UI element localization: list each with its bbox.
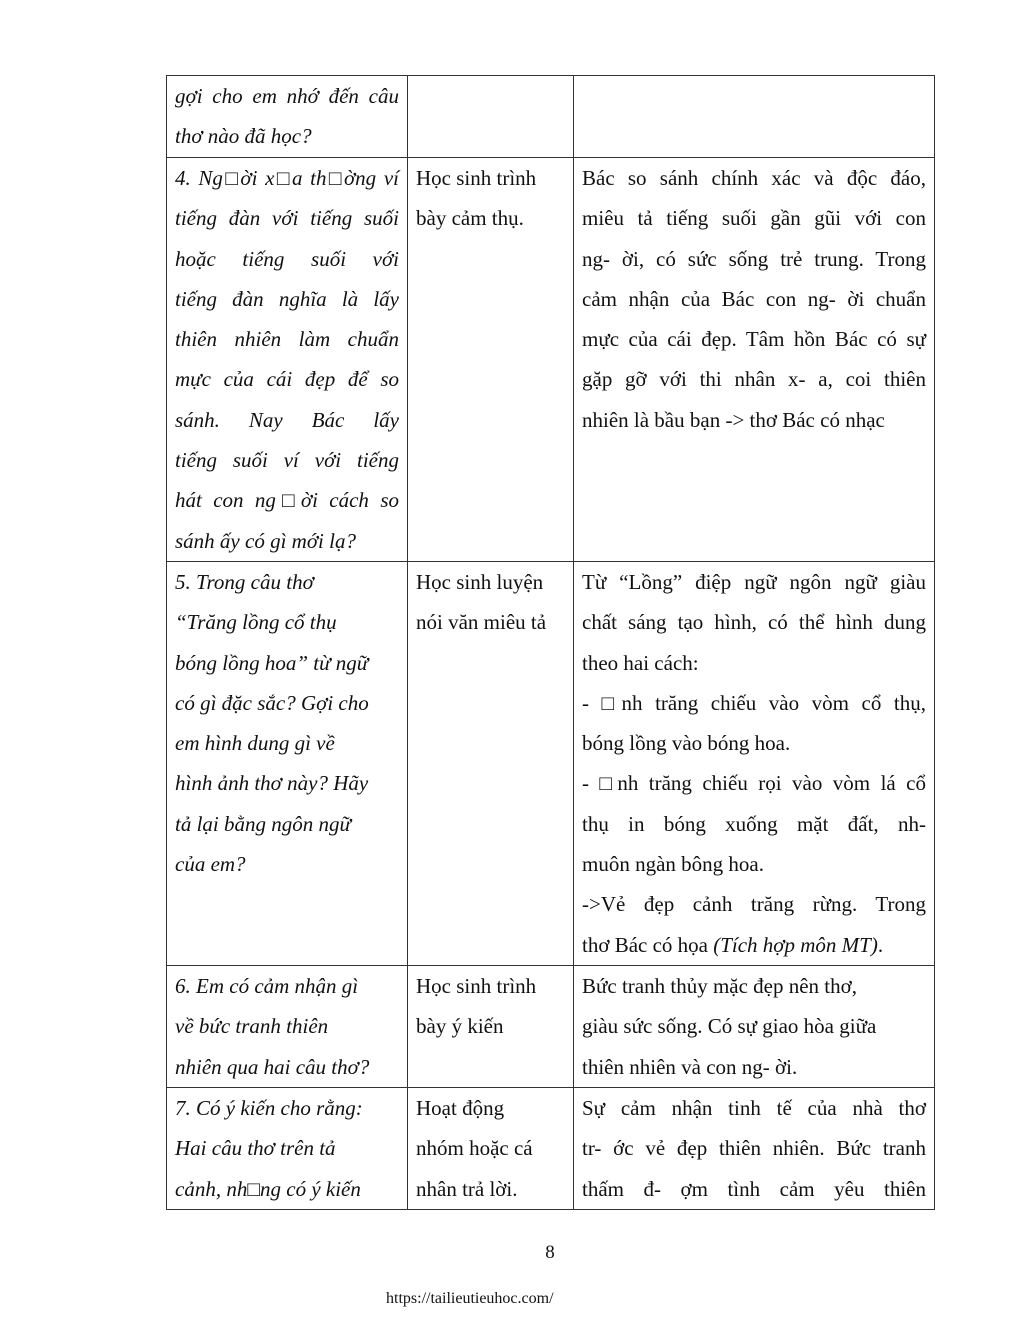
question-line: sánh ấy có gì mới lạ?	[175, 528, 356, 553]
answer-tail-end: .	[877, 932, 884, 957]
table-row	[167, 76, 935, 158]
page-number: 8	[545, 1242, 555, 1263]
question-line: em hình dung gì về	[175, 731, 335, 756]
question-line: gợi cho em nhớ đến câu	[175, 84, 399, 108]
answer-line: Bác so sánh chính xác và độc đáo,	[582, 166, 926, 190]
question-line: tả lại bằng ngôn ngữ	[175, 811, 351, 836]
answer-line: chất sáng tạo hình, có thể hình dung	[582, 610, 926, 635]
answer-line	[582, 925, 926, 965]
activity-cell	[408, 1087, 574, 1209]
answer-line: Từ “Lồng” điệp ngữ ngôn ngữ giàu	[582, 569, 926, 594]
question-cell	[167, 561, 408, 965]
answer-line: thiên nhiên và con ng- ời.	[582, 1054, 798, 1079]
answer-line: Bức tranh thủy mặc đẹp nên thơ,	[582, 973, 857, 998]
activity-line: Học sinh trình	[416, 973, 537, 998]
activity-cell	[408, 158, 574, 562]
answer-line: muôn ngàn bông hoa.	[582, 852, 764, 877]
question-cell	[167, 158, 408, 562]
answer-line: miêu tả tiếng suối gần gũi với con	[582, 206, 926, 231]
answer-line: mực của cái đẹp. Tâm hồn Bác có sự	[582, 327, 926, 352]
footer-url: https://tailieutieuhoc.com/	[386, 1290, 554, 1307]
activity-line: Học sinh trình	[416, 166, 537, 190]
answer-cell	[574, 965, 935, 1087]
activity-cell	[408, 561, 574, 965]
question-line: thơ nào đã học?	[175, 124, 312, 149]
question-cell	[167, 965, 408, 1087]
question-line: hoặc tiếng suối với	[175, 246, 399, 271]
question-line: thiên nhiên làm chuẩn	[175, 327, 399, 352]
question-line: hát con ng□ời cách so	[175, 488, 399, 513]
question-line: tiếng suối ví với tiếng	[175, 448, 399, 473]
question-line: nhiên qua hai câu thơ?	[175, 1054, 370, 1079]
question-cell	[167, 76, 408, 158]
question-line: bóng lồng hoa” từ ngữ	[175, 650, 369, 675]
answer-cell	[574, 158, 935, 562]
question-line: hình ảnh thơ này? Hãy	[175, 771, 369, 796]
answer-line: nhiên là bầu bạn -> thơ Bác có nhạc	[582, 407, 885, 432]
activity-cell	[408, 965, 574, 1087]
table-row	[167, 561, 935, 965]
answer-cell	[574, 1087, 935, 1209]
integration-note: (Tích hợp môn MT)	[713, 932, 878, 957]
answer-line: ng- ời, có sức sống trẻ trung. Trong	[582, 246, 926, 271]
lesson-table	[166, 75, 935, 1210]
question-line: về bức tranh thiên	[175, 1014, 329, 1039]
question-line: sánh. Nay Bác lấy	[175, 407, 399, 432]
answer-cell	[574, 76, 935, 158]
answer-line: thụ in bóng xuống mặt đất, nh-	[582, 811, 926, 836]
answer-line: gặp gỡ với thi nhân x- a, coi thiên	[582, 367, 926, 392]
question-line: 6. Em có cảm nhận gì	[175, 973, 359, 998]
answer-line: thấm đ- ợm tình cảm yêu thiên	[582, 1176, 926, 1201]
question-line: 4. Ng□ời x□a th□ờng ví	[175, 166, 399, 190]
activity-cell	[408, 76, 574, 158]
question-line: tiếng đàn nghĩa là lấy	[175, 286, 399, 311]
answer-line: - □nh trăng chiếu rọi vào vòm lá cổ	[582, 771, 926, 796]
activity-line: nói văn miêu tả	[416, 610, 547, 635]
answer-tail-plain: thơ Bác có họa	[582, 932, 714, 957]
question-line: 7. Có ý kiến cho rằng:	[175, 1095, 363, 1120]
activity-line: nhân trả lời.	[416, 1176, 518, 1201]
answer-line: giàu sức sống. Có sự giao hòa giữa	[582, 1014, 877, 1039]
question-line: Hai câu thơ trên tả	[175, 1136, 336, 1161]
table-row	[167, 158, 935, 562]
question-cell	[167, 1087, 408, 1209]
answer-line: tr- ớc vẻ đẹp thiên nhiên. Bức tranh	[582, 1136, 926, 1161]
question-line: mực của cái đẹp để so	[175, 367, 399, 392]
question-line: của em?	[175, 852, 246, 877]
table-row	[167, 965, 935, 1087]
answer-line: bóng lồng vào bóng hoa.	[582, 731, 791, 756]
activity-line: Hoạt động	[416, 1095, 505, 1120]
question-line: tiếng đàn với tiếng suối	[175, 206, 399, 231]
question-line: cảnh, nh□ng có ý kiến	[175, 1176, 361, 1201]
activity-line: nhóm hoặc cá	[416, 1136, 533, 1161]
activity-line: bày cảm thụ.	[416, 206, 524, 231]
answer-cell	[574, 561, 935, 965]
answer-line: Sự cảm nhận tinh tế của nhà thơ	[582, 1095, 926, 1120]
answer-line: - □nh trăng chiếu vào vòm cổ thụ,	[582, 690, 926, 715]
answer-line: theo hai cách:	[582, 650, 699, 675]
question-line: “Trăng lồng cổ thụ	[175, 610, 337, 635]
question-line: 5. Trong câu thơ	[175, 569, 314, 594]
activity-line: Học sinh luyện	[416, 569, 544, 594]
activity-line: bày ý kiến	[416, 1014, 504, 1039]
question-line: có gì đặc sắc? Gợi cho	[175, 690, 369, 715]
table-row	[167, 1087, 935, 1209]
answer-line: cảm nhận của Bác con ng- ời chuẩn	[582, 286, 926, 311]
answer-line: ->Vẻ đẹp cảnh trăng rừng. Trong	[582, 892, 926, 917]
